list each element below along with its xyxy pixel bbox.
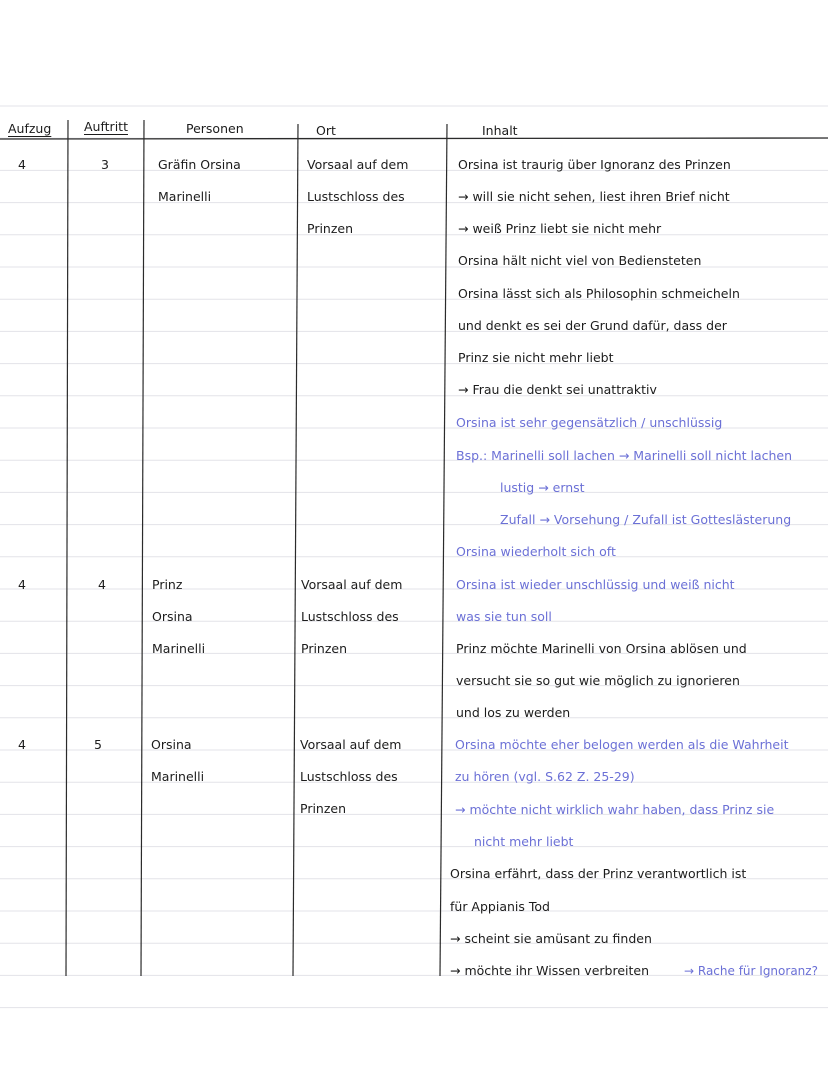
ort-cell: Prinzen (301, 641, 348, 656)
auftritt-cell: 3 (101, 157, 109, 172)
inhalt-line: → Frau die denkt sei unattraktiv (458, 382, 657, 397)
inhalt-line: Orsina ist traurig über Ignoranz des Prinzen (458, 157, 731, 172)
ort-cell: Vorsaal auf dem (307, 157, 409, 172)
inhalt-line: Prinz sie nicht mehr liebt (458, 350, 614, 365)
header-auftritt: Auftritt (84, 119, 128, 134)
header-aufzug: Aufzug (8, 121, 52, 136)
inhalt-line: und los zu werden (456, 705, 571, 720)
inhalt-line: Orsina wiederholt sich oft (456, 544, 616, 559)
column-divider (66, 120, 68, 976)
inhalt-line: → weiß Prinz liebt sie nicht mehr (458, 221, 662, 236)
personen-cell: Marinelli (152, 641, 206, 656)
ort-cell: Lustschloss des (307, 189, 405, 204)
personen-cell: Prinz (152, 577, 183, 592)
personen-cell: Orsina (152, 609, 193, 624)
ort-cell: Lustschloss des (301, 609, 399, 624)
header-ort: Ort (316, 123, 336, 138)
aufzug-cell: 4 (18, 737, 26, 752)
inhalt-line: → will sie nicht sehen, liest ihren Brief nicht (458, 189, 730, 204)
column-divider (141, 120, 144, 976)
inhalt-line: Orsina möchte eher belogen werden als die Wahrheit (455, 737, 789, 752)
inhalt-note: → Rache für Ignoranz? (684, 964, 818, 978)
header-personen: Personen (186, 121, 244, 136)
personen-cell: Marinelli (158, 189, 212, 204)
inhalt-line: Bsp.: Marinelli soll lachen → Marinelli soll nicht lachen (456, 448, 793, 463)
aufzug-cell: 4 (18, 157, 26, 172)
ort-cell: Lustschloss des (300, 769, 398, 784)
inhalt-line: und denkt es sei der Grund dafür, dass der (458, 318, 727, 333)
ort-cell: Vorsaal auf dem (301, 577, 403, 592)
inhalt-line: Orsina hält nicht viel von Bediensteten (458, 253, 702, 268)
aufzug-cell: 4 (18, 577, 26, 592)
inhalt-line: Orsina ist sehr gegensätzlich / unschlüssig (456, 415, 723, 430)
inhalt-line: Orsina lässt sich als Philosophin schmeicheln (458, 286, 740, 301)
inhalt-line: → möchte ihr Wissen verbreiten (450, 963, 650, 978)
auftritt-cell: 5 (94, 737, 102, 752)
inhalt-line: was sie tun soll (456, 609, 552, 624)
inhalt-line: zu hören (vgl. S.62 Z. 25-29) (455, 769, 635, 784)
inhalt-line: lustig → ernst (500, 480, 585, 495)
personen-cell: Orsina (151, 737, 192, 752)
column-divider (293, 124, 298, 976)
inhalt-line: Prinz möchte Marinelli von Orsina ablösen und (456, 641, 747, 656)
inhalt-line: für Appianis Tod (450, 899, 550, 914)
ort-cell: Prinzen (307, 221, 354, 236)
column-divider (440, 124, 447, 976)
inhalt-line: → möchte nicht wirklich wahr haben, dass Prinz sie (455, 802, 775, 817)
personen-cell: Marinelli (151, 769, 205, 784)
auftritt-cell: 4 (98, 577, 106, 592)
inhalt-line: Zufall → Vorsehung / Zufall ist Gotteslästerung (500, 512, 792, 527)
ort-cell: Vorsaal auf dem (300, 737, 402, 752)
inhalt-line: Orsina erfährt, dass der Prinz verantwortlich ist (450, 866, 747, 881)
inhalt-line: Orsina ist wieder unschlüssig und weiß nicht (456, 577, 735, 592)
ort-cell: Prinzen (300, 801, 347, 816)
header-inhalt: Inhalt (482, 123, 518, 138)
inhalt-line: nicht mehr liebt (474, 834, 574, 849)
personen-cell: Gräfin Orsina (158, 157, 241, 172)
inhalt-line: versucht sie so gut wie möglich zu ignorieren (456, 673, 740, 688)
inhalt-line: → scheint sie amüsant zu finden (450, 931, 652, 946)
